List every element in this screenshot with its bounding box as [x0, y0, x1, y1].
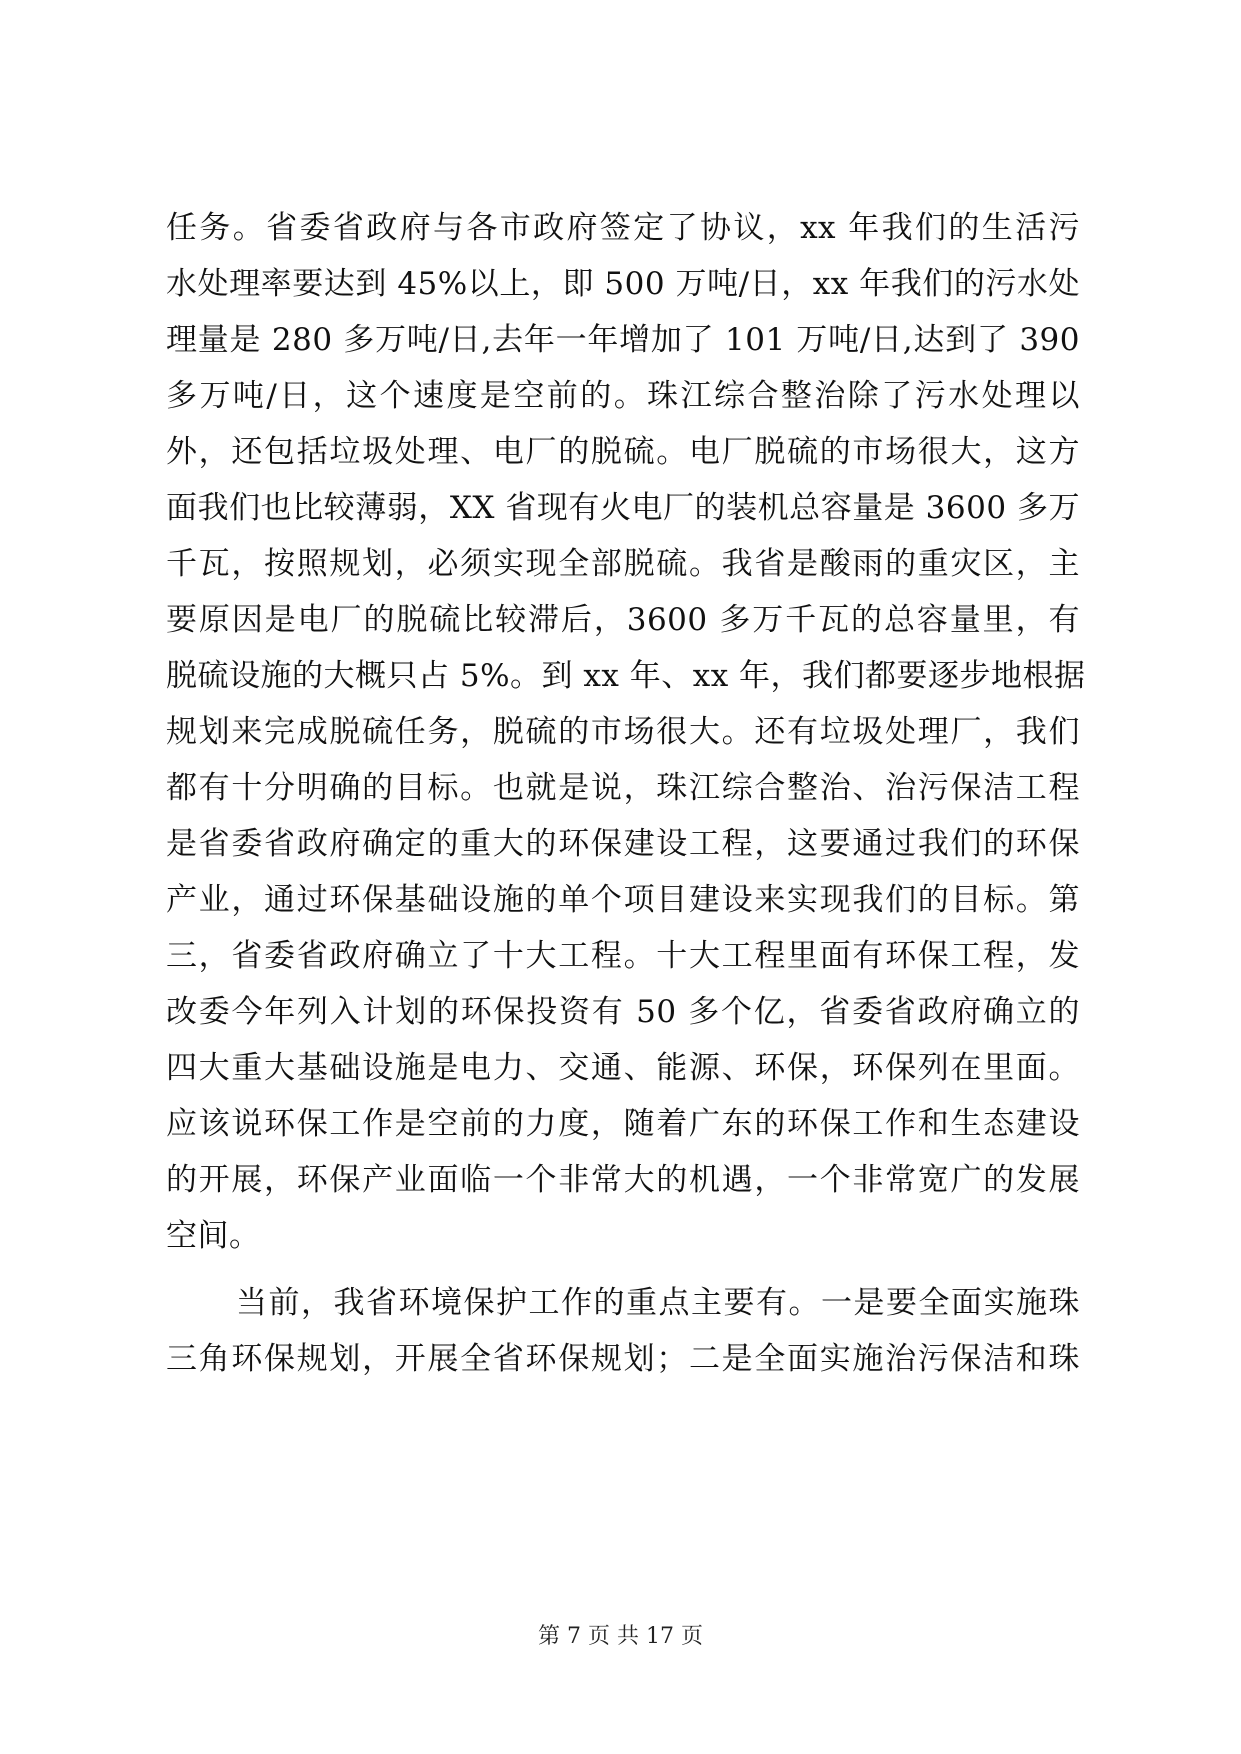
text-line: 三，省委省政府确立了十大工程。十大工程里面有环保工程，发 [166, 938, 1080, 974]
text-line: 产业，通过环保基础设施的单个项目建设来实现我们的目标。第 [166, 882, 1080, 918]
page-number-footer: 第 7 页 共 17 页 [538, 1624, 703, 1649]
text-line: 要原因是电厂的脱硫比较滞后，3600 多万千瓦的总容量里，有 [166, 602, 1080, 638]
text-line: 四大重大基础设施是电力、交通、能源、环保，环保列在里面。 [166, 1050, 1080, 1086]
text-line: 空间。 [166, 1218, 261, 1254]
paragraph-2 [166, 1275, 1080, 1387]
text-line: 都有十分明确的目标。也就是说，珠江综合整治、治污保洁工程 [166, 770, 1080, 806]
text-line: 多万吨/日，这个速度是空前的。珠江综合整治除了污水处理以 [166, 378, 1080, 414]
text-line: 任务。省委省政府与各市政府签定了协议，xx 年我们的生活污 [166, 210, 1080, 246]
text-line: 应该说环保工作是空前的力度，随着广东的环保工作和生态建设 [166, 1106, 1080, 1142]
text-line: 脱硫设施的大概只占 5%。到 xx 年、xx 年，我们都要逐步地根据 [166, 658, 1086, 694]
text-line: 当前，我省环境保护工作的重点主要有。一是要全面实施珠 [236, 1285, 1080, 1321]
paragraph-gap [166, 1264, 1080, 1275]
text-line: 三角环保规划，开展全省环保规划；二是全面实施治污保洁和珠 [166, 1341, 1080, 1377]
text-line: 外，还包括垃圾处理、电厂的脱硫。电厂脱硫的市场很大，这方 [166, 434, 1080, 470]
text-line: 理量是 280 多万吨/日,去年一年增加了 101 万吨/日,达到了 390 [166, 322, 1080, 358]
text-line: 千瓦，按照规划，必须实现全部脱硫。我省是酸雨的重灾区，主 [166, 546, 1080, 582]
text-line: 水处理率要达到 45%以上，即 500 万吨/日，xx 年我们的污水处 [166, 266, 1080, 302]
text-line: 的开展，环保产业面临一个非常大的机遇，一个非常宽广的发展 [166, 1162, 1080, 1198]
text-line: 是省委省政府确定的重大的环保建设工程，这要通过我们的环保 [166, 826, 1080, 862]
paragraph-1 [166, 200, 1086, 1264]
text-line: 面我们也比较薄弱，XX 省现有火电厂的装机总容量是 3600 多万 [166, 490, 1080, 526]
text-line: 改委今年列入计划的环保投资有 50 多个亿，省委省政府确立的 [166, 994, 1080, 1030]
text-line: 规划来完成脱硫任务，脱硫的市场很大。还有垃圾处理厂，我们 [166, 714, 1080, 750]
body-text [166, 200, 1086, 1387]
